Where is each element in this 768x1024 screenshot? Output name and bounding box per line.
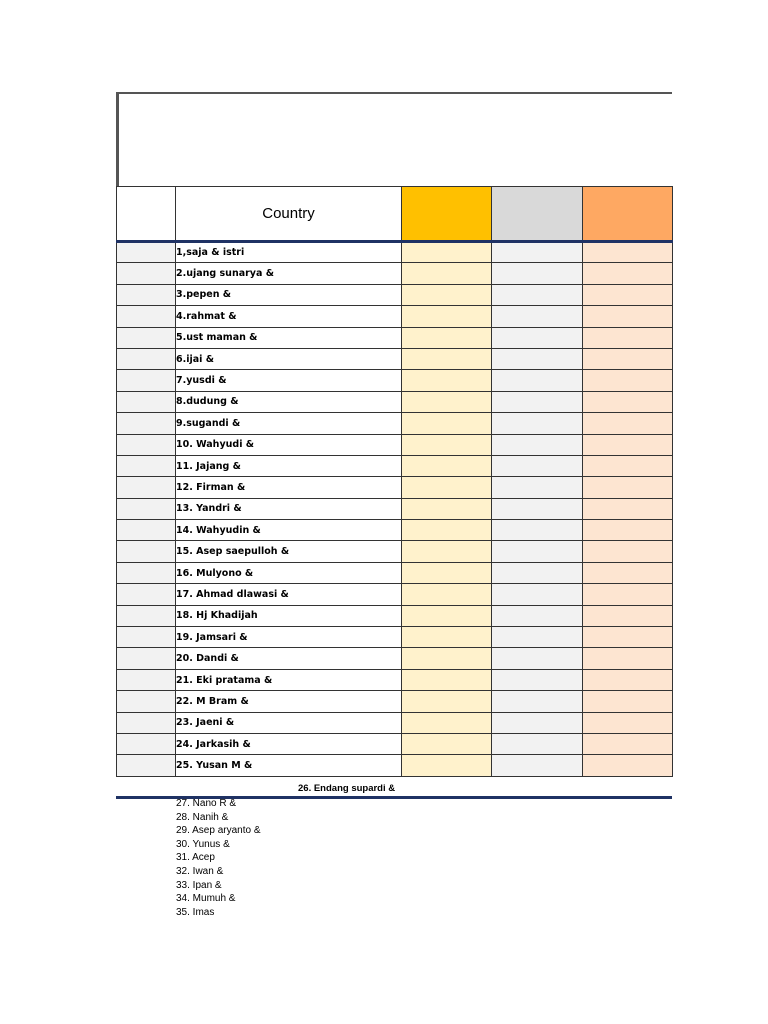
table-row xyxy=(117,327,673,348)
table-row xyxy=(117,498,673,519)
orange-value-cell[interactable] xyxy=(583,669,673,690)
table-row xyxy=(117,242,673,263)
gold-value-cell[interactable] xyxy=(402,348,492,369)
name-cell[interactable]: 14. Wahyudin & xyxy=(176,520,402,541)
gray-value-cell[interactable] xyxy=(492,691,583,712)
orange-value-cell[interactable] xyxy=(583,691,673,712)
gold-value-cell[interactable] xyxy=(402,733,492,754)
gray-value-cell[interactable] xyxy=(492,348,583,369)
name-cell[interactable]: 7.yusdi & xyxy=(176,370,402,391)
name-cell[interactable]: 15. Asep saepulloh & xyxy=(176,541,402,562)
gray-value-cell[interactable] xyxy=(492,263,583,284)
gray-value-cell[interactable] xyxy=(492,541,583,562)
table-row xyxy=(117,263,673,284)
table-row xyxy=(117,413,673,434)
gray-value-cell[interactable] xyxy=(492,712,583,733)
name-cell[interactable]: 2.ujang sunarya & xyxy=(176,263,402,284)
name-cell[interactable]: 3.pepen & xyxy=(176,284,402,305)
gold-value-cell[interactable] xyxy=(402,242,492,263)
name-cell[interactable]: 25. Yusan M & xyxy=(176,755,402,776)
footer-heading: 26. Endang supardi & xyxy=(298,783,396,794)
country-table xyxy=(116,186,673,777)
orange-value-cell[interactable] xyxy=(583,263,673,284)
row-index-cell[interactable] xyxy=(117,605,176,626)
gold-value-cell[interactable] xyxy=(402,263,492,284)
list-item: 27. Nano R & xyxy=(176,798,237,809)
table-row xyxy=(117,584,673,605)
gold-value-cell[interactable] xyxy=(402,434,492,455)
table-row xyxy=(117,520,673,541)
name-cell[interactable]: 23. Jaeni & xyxy=(176,712,402,733)
gold-value-cell[interactable] xyxy=(402,541,492,562)
orange-value-cell[interactable] xyxy=(583,242,673,263)
row-index-cell[interactable] xyxy=(117,455,176,476)
orange-value-cell[interactable] xyxy=(583,348,673,369)
gray-value-cell[interactable] xyxy=(492,733,583,754)
row-index-cell[interactable] xyxy=(117,562,176,583)
row-index-cell[interactable] xyxy=(117,284,176,305)
title-area xyxy=(116,92,672,186)
list-item: 34. Mumuh & xyxy=(176,893,236,905)
table-row xyxy=(117,755,673,776)
gold-value-cell[interactable] xyxy=(402,627,492,648)
table-row xyxy=(117,284,673,305)
row-index-cell[interactable] xyxy=(117,755,176,776)
row-index-cell[interactable] xyxy=(117,348,176,369)
gold-value-cell[interactable] xyxy=(402,498,492,519)
table-row xyxy=(117,477,673,498)
gold-value-cell[interactable] xyxy=(402,755,492,776)
row-index-cell[interactable] xyxy=(117,413,176,434)
name-cell[interactable]: 11. Jajang & xyxy=(176,455,402,476)
table-row xyxy=(117,669,673,690)
name-cell[interactable]: 9.sugandi & xyxy=(176,413,402,434)
name-cell[interactable]: 8.dudung & xyxy=(176,391,402,412)
gray-value-cell[interactable] xyxy=(492,391,583,412)
table-row xyxy=(117,562,673,583)
orange-value-cell[interactable] xyxy=(583,370,673,391)
gold-value-cell[interactable] xyxy=(402,455,492,476)
orange-value-cell[interactable] xyxy=(583,327,673,348)
name-cell[interactable]: 21. Eki pratama & xyxy=(176,669,402,690)
row-index-cell[interactable] xyxy=(117,669,176,690)
gray-value-cell[interactable] xyxy=(492,627,583,648)
row-index-cell[interactable] xyxy=(117,712,176,733)
header-gray-cell[interactable] xyxy=(492,187,583,242)
name-cell[interactable]: 24. Jarkasih & xyxy=(176,733,402,754)
row-index-cell[interactable] xyxy=(117,327,176,348)
orange-value-cell[interactable] xyxy=(583,520,673,541)
name-cell[interactable]: 16. Mulyono & xyxy=(176,562,402,583)
gray-value-cell[interactable] xyxy=(492,242,583,263)
orange-value-cell[interactable] xyxy=(583,648,673,669)
gold-value-cell[interactable] xyxy=(402,327,492,348)
name-cell[interactable]: 18. Hj Khadijah xyxy=(176,605,402,626)
orange-value-cell[interactable] xyxy=(583,584,673,605)
gray-value-cell[interactable] xyxy=(492,520,583,541)
name-cell[interactable]: 19. Jamsari & xyxy=(176,627,402,648)
name-cell[interactable]: 13. Yandri & xyxy=(176,498,402,519)
header-orange-cell[interactable] xyxy=(583,187,673,242)
table-row xyxy=(117,455,673,476)
gray-value-cell[interactable] xyxy=(492,498,583,519)
orange-value-cell[interactable] xyxy=(583,755,673,776)
row-index-cell[interactable] xyxy=(117,263,176,284)
table-row xyxy=(117,733,673,754)
row-index-cell[interactable] xyxy=(117,370,176,391)
list-item: 31. Acep xyxy=(176,852,215,864)
table-row xyxy=(117,348,673,369)
row-index-cell[interactable] xyxy=(117,477,176,498)
table-row xyxy=(117,605,673,626)
gold-value-cell[interactable] xyxy=(402,605,492,626)
orange-value-cell[interactable] xyxy=(583,605,673,626)
list-item: 33. Ipan & xyxy=(176,879,222,891)
header-index-cell[interactable] xyxy=(117,187,176,242)
gray-value-cell[interactable] xyxy=(492,755,583,776)
extra-name-list xyxy=(176,797,261,919)
gold-value-cell[interactable] xyxy=(402,584,492,605)
gold-value-cell[interactable] xyxy=(402,520,492,541)
gray-value-cell[interactable] xyxy=(492,370,583,391)
gold-value-cell[interactable] xyxy=(402,669,492,690)
orange-value-cell[interactable] xyxy=(583,712,673,733)
gray-value-cell[interactable] xyxy=(492,413,583,434)
table-header-row xyxy=(117,187,673,242)
row-index-cell[interactable] xyxy=(117,391,176,412)
gold-value-cell[interactable] xyxy=(402,648,492,669)
table-row xyxy=(117,627,673,648)
gray-value-cell[interactable] xyxy=(492,648,583,669)
orange-value-cell[interactable] xyxy=(583,541,673,562)
gray-value-cell[interactable] xyxy=(492,605,583,626)
gray-value-cell[interactable] xyxy=(492,477,583,498)
name-cell[interactable]: 6.ijai & xyxy=(176,348,402,369)
row-index-cell[interactable] xyxy=(117,584,176,605)
gold-value-cell[interactable] xyxy=(402,562,492,583)
gold-value-cell[interactable] xyxy=(402,691,492,712)
list-item: 32. Iwan & xyxy=(176,865,224,877)
gold-value-cell[interactable] xyxy=(402,477,492,498)
gold-value-cell[interactable] xyxy=(402,306,492,327)
list-item: 29. Asep aryanto & xyxy=(176,825,261,837)
row-index-cell[interactable] xyxy=(117,648,176,669)
orange-value-cell[interactable] xyxy=(583,627,673,648)
name-cell[interactable]: 12. Firman & xyxy=(176,477,402,498)
row-index-cell[interactable] xyxy=(117,541,176,562)
row-index-cell[interactable] xyxy=(117,434,176,455)
orange-value-cell[interactable] xyxy=(583,284,673,305)
row-index-cell[interactable] xyxy=(117,242,176,263)
orange-value-cell[interactable] xyxy=(583,413,673,434)
gray-value-cell[interactable] xyxy=(492,669,583,690)
gray-value-cell[interactable] xyxy=(492,434,583,455)
table-row xyxy=(117,648,673,669)
list-item: 30. Yunus & xyxy=(176,838,230,850)
orange-value-cell[interactable] xyxy=(583,434,673,455)
row-index-cell[interactable] xyxy=(117,520,176,541)
country-header[interactable]: Country xyxy=(176,187,402,242)
row-index-cell[interactable] xyxy=(117,498,176,519)
orange-value-cell[interactable] xyxy=(583,733,673,754)
orange-value-cell[interactable] xyxy=(583,477,673,498)
name-cell[interactable]: 4.rahmat & xyxy=(176,306,402,327)
list-item: 35. Imas xyxy=(176,906,215,918)
gold-value-cell[interactable] xyxy=(402,391,492,412)
gold-value-cell[interactable] xyxy=(402,284,492,305)
row-index-cell[interactable] xyxy=(117,627,176,648)
table-row xyxy=(117,712,673,733)
orange-value-cell[interactable] xyxy=(583,306,673,327)
row-index-cell[interactable] xyxy=(117,691,176,712)
gold-value-cell[interactable] xyxy=(402,370,492,391)
name-cell[interactable]: 17. Ahmad dlawasi & xyxy=(176,584,402,605)
orange-value-cell[interactable] xyxy=(583,562,673,583)
gray-value-cell[interactable] xyxy=(492,584,583,605)
table-row xyxy=(117,391,673,412)
gray-value-cell[interactable] xyxy=(492,562,583,583)
gold-value-cell[interactable] xyxy=(402,712,492,733)
gray-value-cell[interactable] xyxy=(492,284,583,305)
orange-value-cell[interactable] xyxy=(583,455,673,476)
name-cell[interactable]: 5.ust maman & xyxy=(176,327,402,348)
header-gold-cell[interactable] xyxy=(402,187,492,242)
table-row xyxy=(117,306,673,327)
table-row xyxy=(117,434,673,455)
name-cell[interactable]: 20. Dandi & xyxy=(176,648,402,669)
name-cell[interactable]: 10. Wahyudi & xyxy=(176,434,402,455)
gold-value-cell[interactable] xyxy=(402,413,492,434)
name-cell[interactable]: 22. M Bram & xyxy=(176,691,402,712)
row-index-cell[interactable] xyxy=(117,733,176,754)
row-index-cell[interactable] xyxy=(117,306,176,327)
gray-value-cell[interactable] xyxy=(492,455,583,476)
table-row xyxy=(117,541,673,562)
gray-value-cell[interactable] xyxy=(492,306,583,327)
table-row xyxy=(117,370,673,391)
list-item: 28. Nanih & xyxy=(176,811,229,823)
gray-value-cell[interactable] xyxy=(492,327,583,348)
table-row xyxy=(117,691,673,712)
orange-value-cell[interactable] xyxy=(583,498,673,519)
name-cell[interactable]: 1,saja & istri xyxy=(176,242,402,263)
orange-value-cell[interactable] xyxy=(583,391,673,412)
